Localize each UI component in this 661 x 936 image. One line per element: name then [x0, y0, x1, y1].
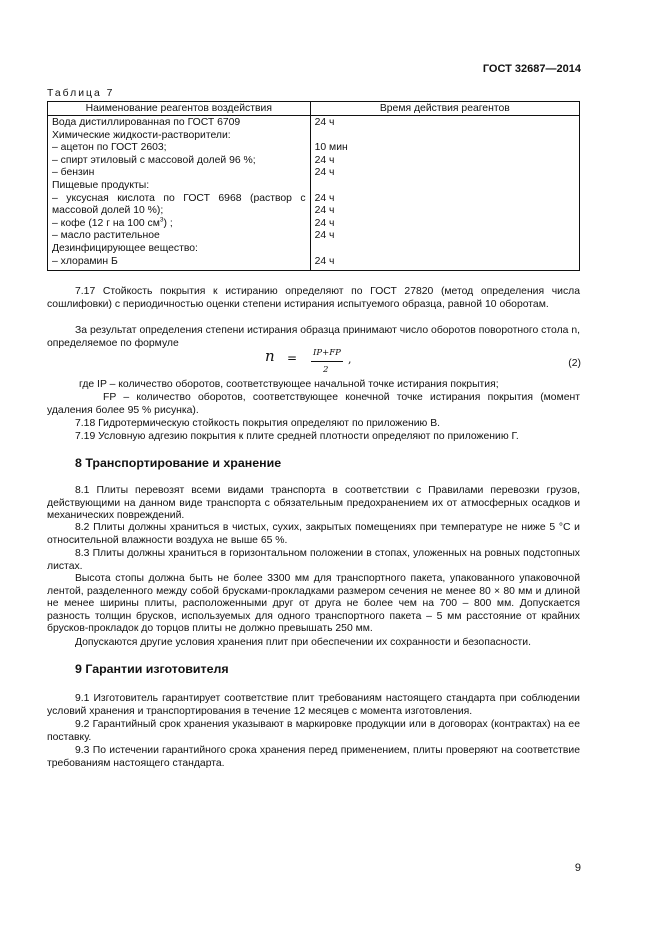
formula-equals: =	[287, 351, 298, 365]
formula-numerator: IP+FP	[311, 347, 343, 362]
formula-denominator: 2	[323, 365, 329, 375]
reagent-name: – уксусная кислота по ГОСТ 6968 (раствор с	[52, 192, 306, 204]
reagent-name: – спирт этиловый с массовой долей 96 %;	[52, 154, 256, 166]
reagent-name-end: ) ;	[163, 217, 173, 229]
superscript: 3	[159, 216, 164, 224]
equation-number: (2)	[568, 358, 581, 369]
paragraph-8-2: 8.2 Плиты должны храниться в чистых, сухих, закрытых помещениях при температуре не ниже 5 °С и относительной влажности воздуха не выше 65 %.	[47, 522, 580, 546]
paragraph-7-18: 7.18 Гидротермическую стойкость покрытия определяют по приложению В.	[75, 418, 441, 429]
reagent-name: Вода дистиллированная по ГОСТ 6709	[52, 117, 241, 128]
reagent-name: Химические жидкости-растворители:	[52, 129, 231, 141]
table-header-time: Время действия реагентов	[310, 102, 579, 116]
reagent-name: – ацетон по ГОСТ 2603;	[52, 142, 167, 154]
reagent-name-text: – кофе (12 г на 100 см	[52, 217, 160, 229]
paragraph-9-2: 9.2 Гарантийный срок хранения указывают в маркировке продукции или в договорах (контрактах) на ее поставку.	[47, 719, 580, 743]
reagent-time: 24 ч	[314, 205, 335, 217]
reagent-name	[52, 218, 306, 231]
paragraph-7-17-result: За результат определения степени истирания образца принимают число оборотов поворотного стола n, определяемое по формуле	[47, 325, 580, 349]
where-ip: где IP – количество оборотов, соответствующее начальной точке истирания покрытия;	[79, 379, 499, 390]
paragraph-8-1: 8.1 Плиты перевозят всеми видами транспорта в соответствии с Правилами перевозки грузов, действующими на данном виде транспорта с обязательным предохранением их от атмосферных осадков и механических повреждений.	[47, 485, 580, 522]
reagent-time	[315, 130, 575, 143]
paragraph-9-3: 9.3 По истечении гарантийного срока хранения перед применением, плиты проверяют на соответствие требованиям настоящего стандарта.	[47, 745, 580, 769]
paragraph-7-19: 7.19 Условную адгезию покрытия к плите средней плотности определяют по приложению Г.	[75, 431, 519, 442]
reagent-times-cell	[310, 116, 579, 271]
reagent-name: Пищевые продукты:	[52, 179, 150, 191]
reagent-name: – бензин	[52, 167, 95, 179]
where-fp: FP – количество оборотов, соответствующее конечной точке истирания покрытия (момент удаления более 95 % рисунка).	[47, 392, 580, 416]
reagent-time: 24 ч	[314, 154, 335, 166]
paragraph-8-3-other: Допускаются другие условия хранения плит при обеспечении их сохранности и безопасности.	[75, 637, 531, 648]
reagent-time: 24 ч	[314, 167, 335, 179]
section-8-title: 8 Транспортирование и хранение	[75, 456, 282, 470]
paragraph-9-1: 9.1 Изготовитель гарантирует соответствие плит требованиям настоящего стандарта при соблюдении условий хранения и транспортирования в течение 12 месяцев с момента изготовления.	[47, 693, 580, 717]
formula-lhs: n	[265, 347, 275, 365]
reagent-time	[315, 243, 575, 256]
table-header-reagent: Наименование реагентов воздействия	[48, 102, 311, 116]
reagent-time: 24 ч	[314, 255, 335, 267]
reagent-time	[315, 180, 575, 193]
reagent-time: 24 ч	[314, 192, 335, 204]
page-number: 9	[574, 862, 581, 874]
reagent-time: 24 ч	[314, 230, 335, 242]
reagent-name: Дезинфицирующее вещество:	[52, 242, 198, 254]
formula-comma: ,	[348, 353, 352, 366]
table-caption: Таблица 7	[47, 88, 115, 99]
reagent-name: – масло растительное	[52, 230, 160, 242]
reagents-table	[47, 101, 580, 271]
reagent-names-cell	[48, 116, 311, 271]
reagent-name: массовой долей 10 %);	[52, 205, 164, 217]
paragraph-8-3: 8.3 Плиты должны храниться в горизонтальном положении в стопах, уложенных на ровных подстопных листах.	[47, 548, 580, 572]
reagent-name: – хлорамин Б	[52, 255, 118, 267]
reagent-time: 10 мин	[314, 142, 348, 154]
paragraph-7-17: 7.17 Стойкость покрытия к истиранию определяют по ГОСТ 27820 (метод определения числа сошлифовки) с периодичностью оценки степени истирания испытуемого образца, равной 10 оборотам.	[47, 286, 580, 310]
paragraph-8-3-stack: Высота стопы должна быть не более 3300 мм для транспортного пакета, упакованного упаковочной лентой, разделенного между собой брусками-прокладками размером сечения не менее 80 × 80 мм и длиной не менее ширины плиты, расположенными друг от друга не более чем на 700 – 800 мм. Допускается разность толщин брусков, используемых для одного транспортного пакета – 5 мм расстояние от крайних брусков-прокладок до торцов плиты не должно превышать 250 мм.	[47, 573, 580, 635]
reagent-time: 24 ч	[314, 117, 335, 128]
reagent-time: 24 ч	[314, 217, 335, 229]
section-9-title: 9 Гарантии изготовителя	[75, 662, 229, 676]
document-id: ГОСТ 32687—2014	[482, 63, 581, 75]
